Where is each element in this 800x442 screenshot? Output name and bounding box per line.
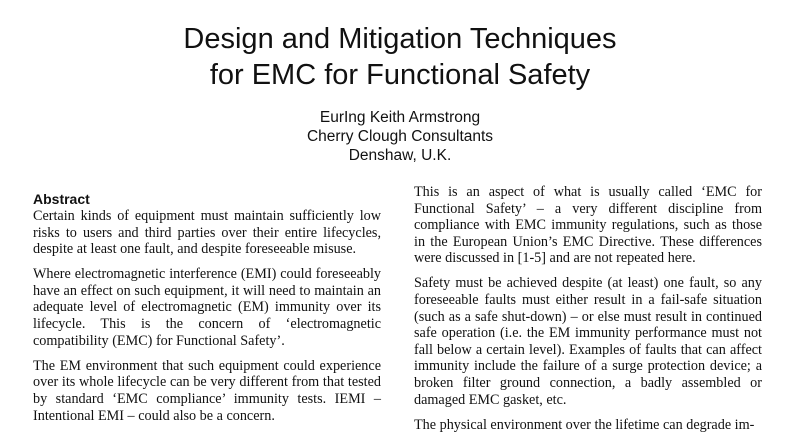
right-paragraph: This is an aspect of what is usually called ‘EMC for Functional Safety’ – a very different discipline from compliance with EMC immunity regulations, such as those in the European Union’s EMC Directive. These differences were discussed in [1-5] and are not repeated here. (414, 184, 762, 267)
left-column (33, 208, 381, 433)
author-location: Denshaw, U.K. (348, 147, 452, 164)
left-paragraph: Where electromagnetic interference (EMI) could foreseeably have an effect on such equipment, it will need to maintain an adequate level of electromagnetic (EM) immunity over its lifecycle. This is the concern of ‘electromagnetic compatibility (EMC) for Functional Safety’. (33, 266, 381, 349)
abstract-heading: Abstract (33, 191, 90, 207)
author-affiliation: Cherry Clough Consultants (306, 128, 494, 145)
right-paragraph: The physical environment over the lifetime can degrade im- (414, 416, 755, 433)
left-paragraph: The EM environment that such equipment could experience over its whole lifecycle can be very different from that tested by standard ‘EMC compliance’ immunity tests. IEMI – Intentional EMI – could also be a concern. (33, 357, 381, 424)
left-paragraph: Certain kinds of equipment must maintain sufficiently low risks to users and third parties over their entire lifecycles, despite at least one fault, and despite foreseeable misuse. (33, 208, 381, 258)
author-name: EurIng Keith Armstrong (319, 109, 481, 126)
paper-title-line-2: for EMC for Functional Safety (209, 59, 591, 91)
paper-title-line-1: Design and Mitigation Techniques (183, 23, 617, 55)
right-paragraph: Safety must be achieved despite (at least) one fault, so any foreseeable faults must either result in a fail-safe situation (such as a safe shut-down) – or else must result in continued safe operation (i.e. the EM immunity performance must not fall below a certain level). Examples of faults that can affect immunity include the failure of a surge protection device; a broken filter ground connection, a badly assembled or damaged EMC gasket, etc. (414, 275, 762, 408)
right-column (414, 184, 762, 442)
